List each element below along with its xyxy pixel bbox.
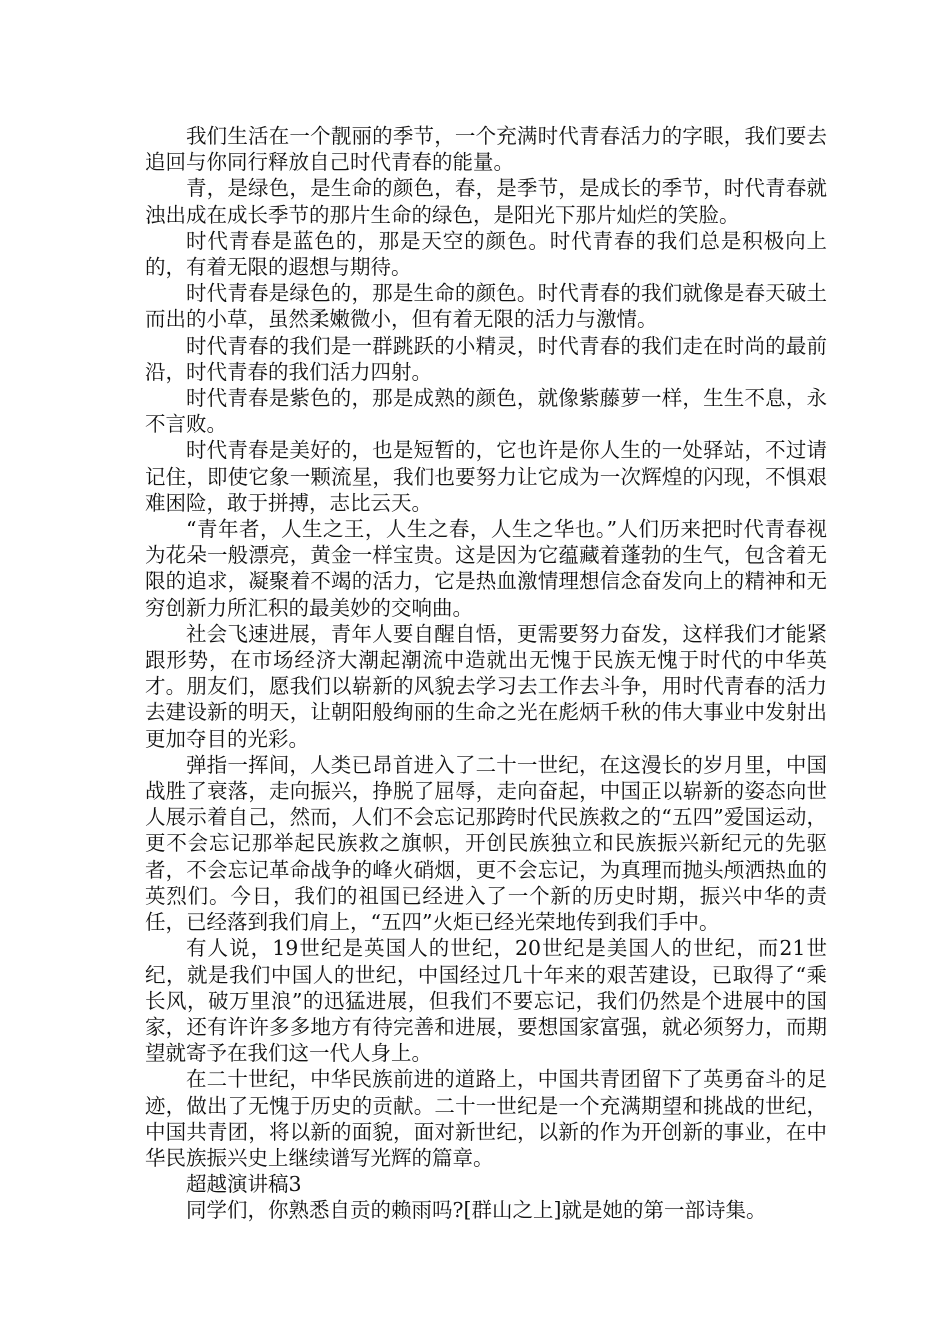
paragraph: 时代青春是美好的，也是短暂的，它也许是你人生的一处驿站，不过请记住，即使它象一颗流星，我们也要努力让它成为一次辉煌的闪现，不惧艰难困险，敢于拼搏，志比云天。 (145, 438, 827, 515)
paragraph: 时代青春是蓝色的，那是天空的颜色。时代青春的我们总是积极向上的，有着无限的遐想与期待。 (145, 228, 827, 280)
paragraph: 时代青春的我们是一群跳跃的小精灵，时代青春的我们走在时尚的最前沿，时代青春的我们活力四射。 (145, 333, 827, 384)
paragraph: “青年者，人生之王，人生之春，人生之华也。”人们历来把时代青春视为花朵一般漂亮，黄金一样宝贵。这是因为它蕴藏着蓬勃的生气，包含着无限的追求，凝聚着不竭的活力，它是热血激情理想信念奋发向上的精神和无穷创新力所汇积的最美妙的交响曲。 (145, 517, 827, 620)
paragraph: 有人说，19世纪是英国人的世纪，20世纪是美国人的世纪，而21世纪，就是我们中国人的世纪，中国经过几十年来的艰苦建设，已取得了“乘长风，破万里浪”的迅猛进展，但我们不要忘记，我们仍然是个进展中的国家，还有许许多多地方有待完善和进展，要想国家富强，就必须努力，而期望就寄予在我们这一代人身上。 (145, 936, 827, 1066)
paragraph: 我们生活在一个靓丽的季节，一个充满时代青春活力的字眼，我们要去追回与你同行释放自己时代青春的能量。 (145, 124, 827, 175)
paragraph: 时代青春是紫色的，那是成熟的颜色，就像紫藤萝一样，生生不息，永不言败。 (145, 386, 827, 437)
paragraph: 弹指一挥间，人类已昂首进入了二十一世纪，在这漫长的岁月里，中国战胜了衰落，走向振兴，挣脱了屈辱，走向奋起，中国正以崭新的姿态向世人展示着自己，然而，人们不会忘记那跨时代民族救之的“五四”爱国运动，更不会忘记那举起民族救之旗帜，开创民族独立和民族振兴新纪元的先驱者，不会忘记革命战争的峰火硝烟，更不会忘记，为真理而抛头颅洒热血的英烈们。今日，我们的祖国已经进入了一个新的历史时期，振兴中华的责任，已经落到我们肩上，“五四”火炬已经光荣地传到我们手中。 (145, 752, 827, 935)
paragraph: 时代青春是绿色的，那是生命的颜色。时代青春的我们就像是春天破土而出的小草，虽然柔嫩微小，但有着无限的活力与激情。 (145, 281, 827, 332)
document-body (145, 123, 827, 1224)
section-heading: 超越演讲稿3 (186, 1172, 302, 1197)
paragraph: 青，是绿色，是生命的颜色，春，是季节，是成长的季节，时代青春就浊出成在成长季节的那片生命的绿色，是阳光下那片灿烂的笑脸。 (145, 176, 827, 227)
paragraph: 在二十世纪，中华民族前进的道路上，中国共青团留下了英勇奋斗的足迹，做出了无愧于历史的贡献。二十一世纪是一个充满期望和挑战的世纪，中国共青团，将以新的面貌，面对新世纪，以新的作为开创新的事业，在中华民族振兴史上继续谱写光辉的篇章。 (145, 1067, 827, 1170)
paragraph: 社会飞速进展，青年人要自醒自悟，更需要努力奋发，这样我们才能紧跟形势，在市场经济大潮起潮流中造就出无愧于民族无愧于时代的中华英才。朋友们，愿我们以崭新的风貌去学习去工作去斗争，用时代青春的活力去建设新的明天，让朝阳般绚丽的生命之光在彪炳千秋的伟大事业中发射出更加夺目的光彩。 (145, 621, 827, 751)
closing-paragraph: 同学们，你熟悉自贡的赖雨吗?[群山之上]就是她的第一部诗集。 (186, 1198, 767, 1223)
